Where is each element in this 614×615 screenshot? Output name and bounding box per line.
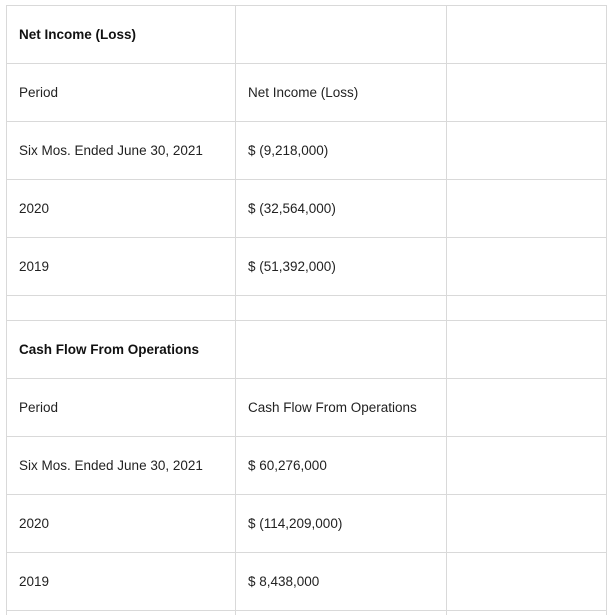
period-cell: 2020 bbox=[7, 495, 236, 553]
section-heading: Cash Flow From Operations bbox=[7, 321, 236, 379]
financial-table bbox=[6, 5, 607, 615]
empty-cell bbox=[236, 296, 447, 321]
empty-cell bbox=[447, 321, 607, 379]
empty-cell bbox=[447, 553, 607, 611]
spacer-row bbox=[7, 611, 607, 615]
value-header: Cash Flow From Operations bbox=[236, 379, 447, 437]
empty-cell bbox=[447, 6, 607, 64]
empty-cell bbox=[447, 238, 607, 296]
empty-cell bbox=[7, 611, 236, 615]
empty-cell bbox=[447, 495, 607, 553]
value-cell: $ (32,564,000) bbox=[236, 180, 447, 238]
empty-cell bbox=[447, 296, 607, 321]
empty-cell bbox=[447, 122, 607, 180]
empty-cell bbox=[447, 437, 607, 495]
table-row bbox=[7, 180, 607, 238]
period-cell: 2019 bbox=[7, 553, 236, 611]
value-cell: $ (9,218,000) bbox=[236, 122, 447, 180]
value-cell: $ 8,438,000 bbox=[236, 553, 447, 611]
empty-cell bbox=[447, 180, 607, 238]
empty-cell bbox=[447, 64, 607, 122]
table-row bbox=[7, 553, 607, 611]
period-header: Period bbox=[7, 379, 236, 437]
period-cell: 2020 bbox=[7, 180, 236, 238]
section-heading: Net Income (Loss) bbox=[7, 6, 236, 64]
table-row bbox=[7, 238, 607, 296]
period-cell: Six Mos. Ended June 30, 2021 bbox=[7, 122, 236, 180]
section-heading-row bbox=[7, 6, 607, 64]
column-header-row bbox=[7, 64, 607, 122]
period-header: Period bbox=[7, 64, 236, 122]
empty-cell bbox=[236, 611, 447, 615]
table-row bbox=[7, 122, 607, 180]
empty-cell bbox=[236, 321, 447, 379]
value-cell: $ (51,392,000) bbox=[236, 238, 447, 296]
empty-cell bbox=[447, 611, 607, 615]
table-row bbox=[7, 495, 607, 553]
table-row bbox=[7, 437, 607, 495]
empty-cell bbox=[447, 379, 607, 437]
value-cell: $ (114,209,000) bbox=[236, 495, 447, 553]
period-cell: 2019 bbox=[7, 238, 236, 296]
spacer-row bbox=[7, 296, 607, 321]
period-cell: Six Mos. Ended June 30, 2021 bbox=[7, 437, 236, 495]
value-cell: $ 60,276,000 bbox=[236, 437, 447, 495]
empty-cell bbox=[7, 296, 236, 321]
section-heading-row bbox=[7, 321, 607, 379]
empty-cell bbox=[236, 6, 447, 64]
value-header: Net Income (Loss) bbox=[236, 64, 447, 122]
column-header-row bbox=[7, 379, 607, 437]
